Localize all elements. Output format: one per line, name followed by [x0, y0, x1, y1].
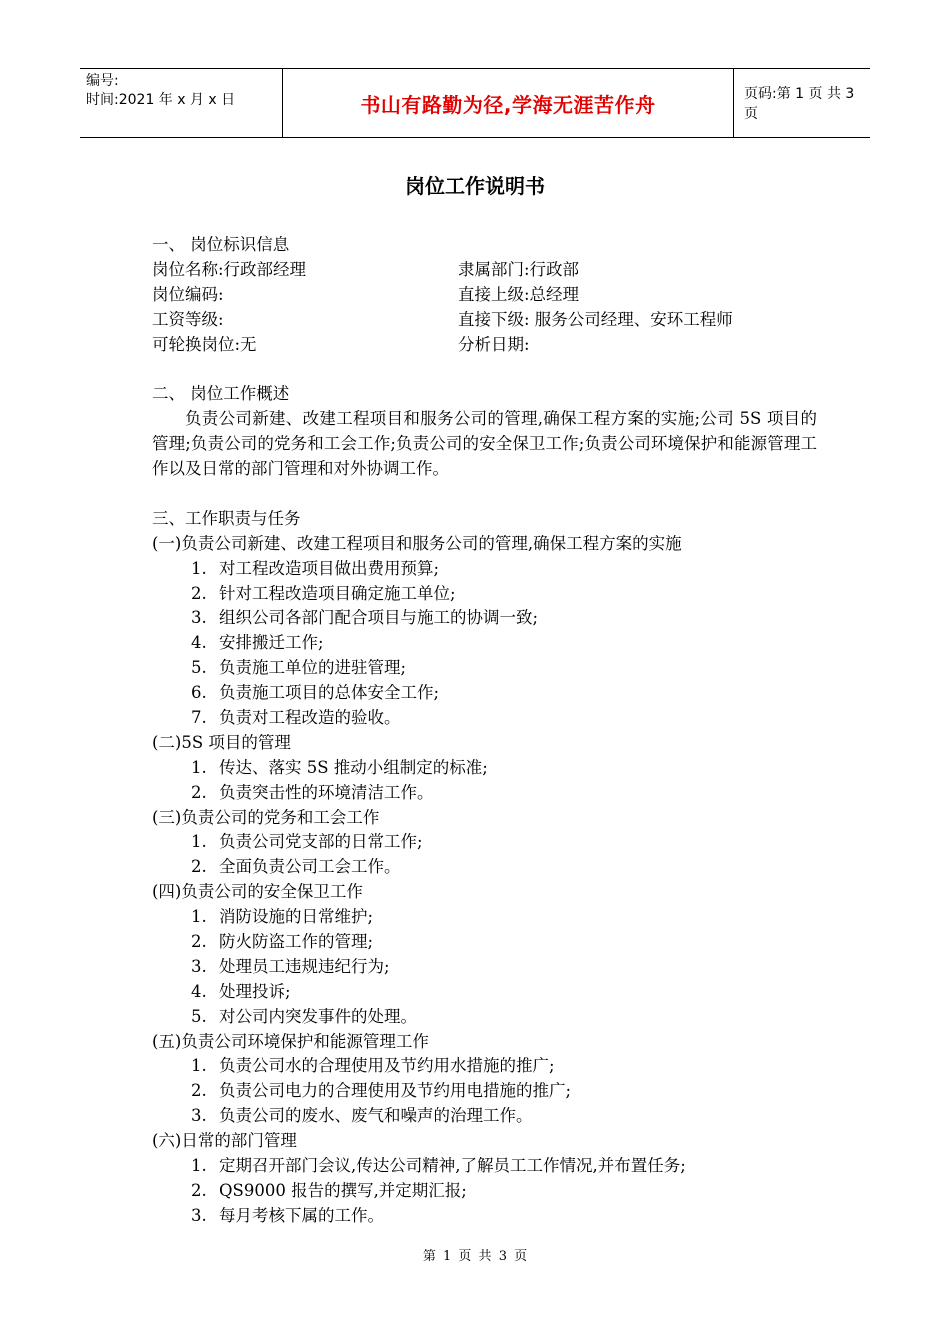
section-1-heading: 一、 岗位标识信息: [152, 235, 290, 254]
motto: 书山有路勤为径,学海无涯苦作舟: [360, 92, 656, 117]
header-motto-cell: [282, 69, 734, 137]
duty-item: 6. 负责施工项目的总体安全工作;: [191, 683, 440, 703]
duty-item: 3. 负责公司的废水、废气和噪声的治理工作。: [191, 1106, 533, 1126]
code-label: 编号:: [86, 73, 119, 89]
duty-item: 2. 全面负责公司工会工作。: [191, 857, 401, 877]
duty-item: 1. 传达、落实 5S 推动小组制定的标准;: [191, 757, 488, 777]
duty-group-title: (六)日常的部门管理: [152, 1131, 297, 1151]
duty-item: 1. 消防设施的日常维护;: [191, 907, 374, 927]
document-body: [152, 233, 817, 1229]
date-label: 时间:2021 年 x 月 x 日: [86, 92, 236, 108]
info-right: 隶属部门:行政部: [458, 259, 580, 279]
duty-item: 4. 安排搬迁工作;: [191, 633, 324, 653]
info-left: 岗位编码:: [152, 284, 224, 304]
info-left: 工资等级:: [152, 309, 224, 329]
duty-item: 2. 负责公司电力的合理使用及节约用电措施的推广;: [191, 1081, 572, 1101]
duty-item: 4. 处理投诉;: [191, 981, 291, 1001]
document-title: 岗位工作说明书: [405, 174, 545, 198]
duty-group-title: (二)5S 项目的管理: [152, 732, 291, 752]
duty-item: 1. 负责公司水的合理使用及节约用水措施的推广;: [191, 1056, 555, 1076]
section-2-heading: 二、 岗位工作概述: [152, 384, 290, 404]
section-3-heading: 三、工作职责与任务: [152, 508, 301, 528]
header-meta: [80, 69, 282, 137]
overview-paragraph: 负责公司新建、改建工程项目和服务公司的管理,确保工程方案的实施;公司 5S 项目的管理;负责公司的党务和工会工作;负责公司的安全保卫工作;负责公司环境保护和能源管理工作以及日常的部门管理和对外协调工作。: [152, 409, 817, 479]
duty-item: 3. 组织公司各部门配合项目与施工的协调一致;: [191, 608, 539, 628]
duty-item: 5. 负责施工单位的进驻管理;: [191, 658, 407, 678]
duty-item: 2. QS9000 报告的撰写,并定期汇报;: [191, 1180, 467, 1200]
duty-item: 1. 定期召开部门会议,传达公司精神,了解员工工作情况,并布置任务;: [191, 1156, 686, 1175]
info-row: [152, 258, 817, 283]
duty-item: 3. 每月考核下属的工作。: [191, 1205, 384, 1225]
duty-group-title: (五)负责公司环境保护和能源管理工作: [152, 1031, 429, 1051]
page-footer: 第 1 页 共 3 页: [422, 1249, 528, 1264]
info-left: 可轮换岗位:无: [152, 334, 257, 354]
duty-group-title: (三)负责公司的党务和工会工作: [152, 807, 380, 827]
header-page-cell: [734, 69, 870, 137]
info-right: 分析日期:: [458, 334, 530, 354]
duty-item: 2. 防火防盗工作的管理;: [191, 931, 374, 951]
info-right: 直接上级:总经理: [458, 284, 580, 304]
duty-item: 5. 对公司内突发事件的处理。: [191, 1006, 417, 1026]
duty-item: 2. 针对工程改造项目确定施工单位;: [191, 583, 456, 603]
duty-group-title: (一)负责公司新建、改建工程项目和服务公司的管理,确保工程方案的实施: [152, 533, 682, 553]
duty-item: 1. 对工程改造项目做出费用预算;: [191, 558, 440, 578]
duty-item: 7. 负责对工程改造的验收。: [191, 707, 401, 727]
info-left: 岗位名称:行政部经理: [152, 259, 307, 279]
page-header: [80, 68, 870, 138]
duty-item: 1. 负责公司党支部的日常工作;: [191, 832, 423, 852]
info-row: [152, 333, 817, 358]
info-right: 直接下级: 服务公司经理、安环工程师: [458, 309, 733, 329]
info-row: [152, 283, 817, 308]
info-row: [152, 308, 817, 333]
duty-item: 2. 负责突击性的环境清洁工作。: [191, 782, 434, 802]
page-label: 页码:第 1 页 共 3 页: [744, 86, 855, 122]
duty-item: 3. 处理员工违规违纪行为;: [191, 956, 390, 976]
duty-group-title: (四)负责公司的安全保卫工作: [152, 882, 363, 902]
